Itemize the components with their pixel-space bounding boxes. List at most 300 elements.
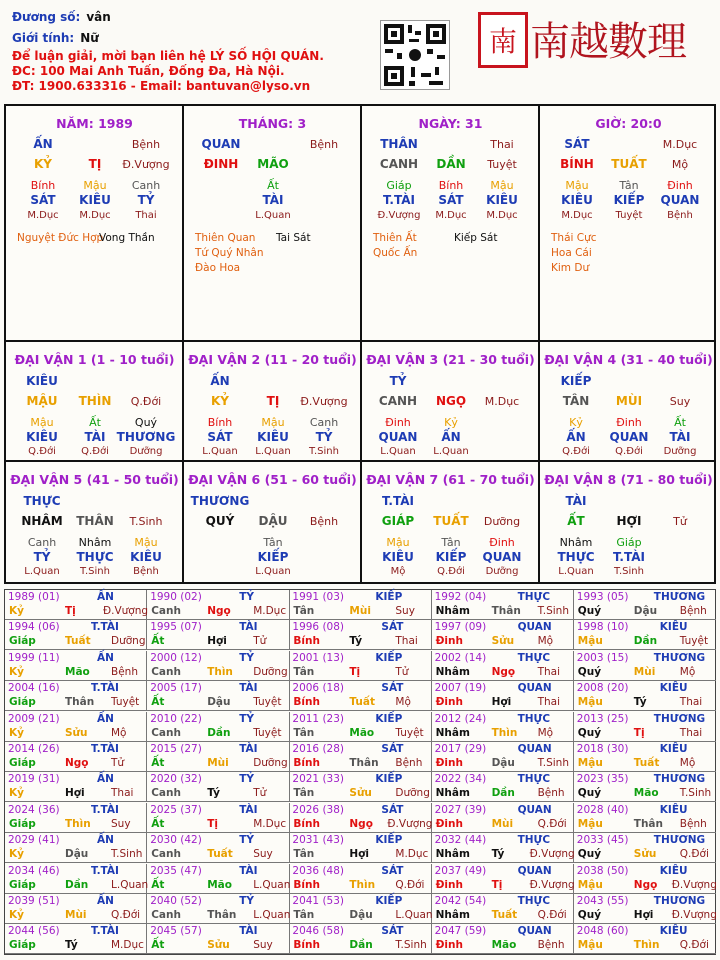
year-stem: Đinh xyxy=(435,696,463,709)
year-stem: Ất xyxy=(151,939,165,952)
year-label: 2019 (31) xyxy=(8,773,60,786)
dai-van-hidden-god: KIẾP xyxy=(257,550,289,564)
dai-van-cell[interactable] xyxy=(362,342,539,460)
year-cell[interactable] xyxy=(5,894,147,924)
special-star: Thái Cực xyxy=(551,232,597,244)
hidden-phase: Bệnh xyxy=(667,210,693,221)
dai-van-hidden-phase: Q.Đới xyxy=(562,446,590,457)
year-branch: Mùi xyxy=(207,757,229,769)
year-branch: Ngọ xyxy=(207,605,231,617)
year-cell[interactable] xyxy=(5,803,147,833)
year-cell[interactable] xyxy=(289,620,431,650)
year-cell[interactable] xyxy=(147,742,289,772)
year-cell[interactable] xyxy=(432,681,574,711)
year-branch: Mùi xyxy=(491,817,514,830)
year-phase: Đ.Vượng xyxy=(387,817,433,830)
year-branch: Thân xyxy=(65,696,95,709)
dai-van-title: ĐẠI VẬN 5 (41 - 50 tuổi) xyxy=(10,472,179,487)
dai-van-title: ĐẠI VẬN 1 (1 - 10 tuổi) xyxy=(14,352,175,367)
year-branch: Hợi xyxy=(65,787,85,800)
year-phase: Tuyệt xyxy=(111,696,140,709)
year-ten-god: SÁT xyxy=(381,743,404,755)
year-stem: Ất xyxy=(151,878,165,891)
year-cell[interactable] xyxy=(432,590,574,620)
year-stem: Giáp xyxy=(9,878,36,891)
year-cell[interactable] xyxy=(432,772,574,802)
header xyxy=(0,0,720,100)
year-ten-god: T.TÀI xyxy=(91,803,119,816)
year-phase: Thai xyxy=(537,665,561,678)
year-stem: Ất xyxy=(151,696,165,709)
special-star: Kim Dư xyxy=(551,262,590,274)
special-star: Vong Thần xyxy=(99,232,155,244)
year-label: 2000 (12) xyxy=(150,651,202,664)
year-stem: Tân xyxy=(293,787,315,800)
year-label: 2031 (43) xyxy=(292,834,345,847)
year-branch: Hợi xyxy=(633,909,654,921)
year-cell[interactable] xyxy=(574,924,716,954)
dai-van-hidden-stem: Kỷ xyxy=(569,416,583,429)
year-phase: Dưỡng xyxy=(111,635,146,648)
year-cell[interactable] xyxy=(574,620,716,650)
dai-van-stem: KỶ xyxy=(211,394,229,408)
year-ten-god: T.TÀI xyxy=(91,621,119,634)
year-stem: Tân xyxy=(293,726,315,739)
year-stem: Đinh xyxy=(435,817,463,830)
year-branch: Thân xyxy=(491,605,521,617)
dai-van-hidden-stem: Nhâm xyxy=(559,536,593,549)
pillar-cell xyxy=(540,106,717,340)
year-cell[interactable] xyxy=(574,681,716,711)
year-ten-god: QUAN xyxy=(517,621,552,634)
year-phase: Q.Đới xyxy=(395,878,425,891)
year-branch: Dần xyxy=(65,878,89,891)
year-stem: Canh xyxy=(151,848,181,861)
ten-god-stem: ẤN xyxy=(33,137,53,151)
hidden-ten-god: T.TÀI xyxy=(383,193,415,207)
year-cell[interactable] xyxy=(289,651,431,681)
year-phase: Tuyệt xyxy=(253,726,282,739)
year-phase: Đ.Vượng xyxy=(671,909,717,921)
year-label: 2030 (42) xyxy=(150,834,202,847)
year-cell[interactable] xyxy=(432,833,574,863)
year-label: 2013 (25) xyxy=(576,712,629,725)
dai-van-hidden-god: KIÊU xyxy=(130,550,162,564)
year-label: 1999 (11) xyxy=(8,651,60,664)
dai-van-hidden-god: TỶ xyxy=(33,550,51,564)
hidden-stem: Bính xyxy=(30,179,56,192)
year-cell[interactable] xyxy=(289,803,431,833)
year-cell[interactable] xyxy=(289,894,431,924)
year-branch: Thìn xyxy=(633,939,660,952)
year-phase: Dưỡng xyxy=(253,757,288,769)
year-cell[interactable] xyxy=(5,772,147,802)
dai-van-branch: MÙI xyxy=(615,394,643,408)
year-cell[interactable] xyxy=(432,924,574,954)
year-cell[interactable] xyxy=(574,833,716,863)
year-cell[interactable] xyxy=(432,864,574,894)
year-cell[interactable] xyxy=(432,620,574,650)
year-ten-god: TỶ xyxy=(239,712,254,725)
year-ten-god: T.TÀI xyxy=(91,682,119,695)
year-label: 2014 (26) xyxy=(8,743,60,755)
year-label: 1989 (01) xyxy=(8,591,60,603)
year-ten-god: TÀI xyxy=(239,864,258,877)
year-branch: Hợi xyxy=(207,635,227,648)
year-cell[interactable] xyxy=(5,924,147,954)
life-phase-label: Thai xyxy=(490,138,514,151)
year-branch: Dậu xyxy=(65,848,89,861)
special-star: Quốc Ấn xyxy=(373,247,418,259)
dai-van-phase: Suy xyxy=(669,395,691,408)
year-cell[interactable] xyxy=(5,864,147,894)
name-label: Đương số: xyxy=(12,10,81,24)
year-stem: Kỷ xyxy=(9,787,24,800)
year-ten-god: SÁT xyxy=(381,682,404,695)
year-phase: Thai xyxy=(679,726,703,739)
year-ten-god: THƯƠNG xyxy=(653,651,706,664)
hidden-stem: Mậu xyxy=(83,179,107,192)
dai-van-hidden-phase: Q.Đới xyxy=(28,446,56,457)
dai-van-hidden-god: TÀI xyxy=(669,430,691,444)
year-cell[interactable] xyxy=(574,864,716,894)
year-branch: Tuất xyxy=(349,696,375,709)
dai-van-ten-god: T.TÀI xyxy=(382,494,414,508)
qr-code[interactable] xyxy=(380,20,450,90)
year-stem: Bính xyxy=(293,939,320,952)
year-label: 2004 (16) xyxy=(8,682,60,695)
year-cell[interactable] xyxy=(147,924,289,954)
dai-van-hidden-phase: L.Quan xyxy=(433,446,469,457)
year-label: 1992 (04) xyxy=(434,591,487,603)
dai-van-hidden-phase: Mộ xyxy=(390,566,406,577)
life-phase-label: Bệnh xyxy=(309,138,339,151)
year-ten-god: SÁT xyxy=(381,621,404,634)
year-stem: Mậu xyxy=(577,757,603,769)
year-branch: Tị xyxy=(207,817,218,830)
dai-van-title: ĐẠI VẬN 6 (51 - 60 tuổi) xyxy=(188,472,357,487)
year-ten-god: T.TÀI xyxy=(91,925,119,938)
year-cell[interactable] xyxy=(147,894,289,924)
year-branch: Mão xyxy=(491,939,517,952)
year-cell[interactable] xyxy=(289,924,431,954)
year-stem: Tân xyxy=(293,848,315,861)
year-phase: T.Sinh xyxy=(679,787,712,800)
year-ten-god: TÀI xyxy=(239,925,258,938)
dai-van-hidden-stem: Đinh xyxy=(385,416,411,429)
year-cell[interactable] xyxy=(574,742,716,772)
year-cell[interactable] xyxy=(289,833,431,863)
year-cell[interactable] xyxy=(147,681,289,711)
year-stem: Bính xyxy=(293,757,320,769)
year-label: 2023 (35) xyxy=(576,773,629,786)
year-cell[interactable] xyxy=(289,864,431,894)
year-stem: Giáp xyxy=(9,817,36,830)
ten-god-stem: THÂN xyxy=(380,137,418,151)
year-ten-god: TỶ xyxy=(239,651,254,664)
year-cell[interactable] xyxy=(574,772,716,802)
year-ten-god: QUAN xyxy=(517,743,552,755)
year-cell[interactable] xyxy=(432,803,574,833)
year-cell[interactable] xyxy=(147,590,289,620)
dai-van-hidden-stem: Kỷ xyxy=(444,416,458,429)
year-phase: Mộ xyxy=(111,726,127,739)
year-label: 2001 (13) xyxy=(292,651,345,664)
dai-van-hidden-stem: Tân xyxy=(263,536,283,549)
year-branch: Mão xyxy=(349,726,375,739)
year-branch: Ngọ xyxy=(349,817,373,830)
hidden-stem: Đinh xyxy=(667,179,693,192)
year-ten-god: THƯƠNG xyxy=(653,712,706,725)
year-phase: Mộ xyxy=(537,726,554,739)
dai-van-cell[interactable] xyxy=(6,342,183,460)
year-branch: Tị xyxy=(633,726,645,739)
year-cell[interactable] xyxy=(5,681,147,711)
year-phase: Thai xyxy=(679,696,703,709)
brand-logo-text: 南越數理 xyxy=(530,19,686,65)
dai-van-hidden-stem: Canh xyxy=(27,536,57,549)
earthly-branch: TỊ xyxy=(88,157,102,171)
dai-van-cell[interactable] xyxy=(540,342,717,460)
hidden-phase: M.Dục xyxy=(79,210,111,221)
year-phase: Mộ xyxy=(679,757,696,769)
dai-van-phase: Dưỡng xyxy=(483,515,521,528)
hidden-ten-god: KIÊU xyxy=(486,193,518,207)
year-stem: Canh xyxy=(151,909,181,921)
year-label: 2025 (37) xyxy=(150,803,202,816)
pillar-cell xyxy=(184,106,361,340)
year-ten-god: QUAN xyxy=(517,925,552,938)
year-label: 2039 (51) xyxy=(8,895,60,907)
year-branch: Tị xyxy=(65,605,76,617)
year-ten-god: KIẾP xyxy=(375,834,403,847)
year-cell[interactable] xyxy=(432,712,574,742)
dai-van-cell[interactable] xyxy=(6,462,183,580)
year-label: 2022 (34) xyxy=(434,773,487,786)
special-star: Thiên Quan xyxy=(195,232,256,244)
special-star: Tứ Quý Nhân xyxy=(195,247,264,259)
year-label: 2017 (29) xyxy=(434,743,487,755)
year-stem: Quý xyxy=(577,605,602,617)
year-cell[interactable] xyxy=(289,772,431,802)
year-cell[interactable] xyxy=(147,803,289,833)
hidden-stem: Giáp xyxy=(386,179,412,192)
hidden-ten-god: TÀI xyxy=(262,193,284,207)
dai-van-cell[interactable] xyxy=(184,342,361,460)
year-branch: Hợi xyxy=(491,696,512,709)
dai-van-hidden-stem: Mậu xyxy=(261,416,285,429)
year-stem: Mậu xyxy=(577,817,603,830)
dai-van-ten-god: TỶ xyxy=(389,374,407,388)
year-cell[interactable] xyxy=(574,590,716,620)
year-phase: Mộ xyxy=(537,635,554,648)
dai-van-hidden-god: KIÊU xyxy=(26,430,58,444)
year-stem: Kỷ xyxy=(9,605,24,617)
year-cell[interactable] xyxy=(5,620,147,650)
dai-van-hidden-stem: Đinh xyxy=(489,536,515,549)
dai-van-cell[interactable] xyxy=(362,462,539,580)
year-ten-god: T.TÀI xyxy=(91,864,119,877)
dai-van-stem: CANH xyxy=(378,394,418,408)
year-cell[interactable] xyxy=(147,651,289,681)
year-cell[interactable] xyxy=(147,772,289,802)
hidden-phase: M.Dục xyxy=(435,210,467,221)
year-branch: Mão xyxy=(207,878,232,891)
year-phase: Thai xyxy=(395,635,418,648)
year-cell[interactable] xyxy=(5,590,147,620)
hidden-ten-god: SÁT xyxy=(438,193,464,207)
year-branch: Mão xyxy=(65,665,90,678)
year-ten-god: KIÊU xyxy=(659,621,688,634)
year-label: 2006 (18) xyxy=(292,682,345,695)
year-phase: Tử xyxy=(395,665,409,678)
year-cell[interactable] xyxy=(147,864,289,894)
year-branch: Sửu xyxy=(207,939,230,952)
year-stem: Bính xyxy=(293,878,320,891)
year-stem: Canh xyxy=(151,665,181,678)
year-stem: Kỷ xyxy=(9,665,24,678)
year-ten-god: THỰC xyxy=(517,895,551,907)
year-label: 2038 (50) xyxy=(576,864,629,877)
year-label: 2026 (38) xyxy=(292,803,345,816)
year-label: 2008 (20) xyxy=(576,682,629,695)
dai-van-ten-god: KIÊU xyxy=(26,374,58,388)
year-stem: Quý xyxy=(577,726,602,739)
year-stem: Nhâm xyxy=(435,787,470,800)
year-phase: T.Sinh xyxy=(111,848,143,861)
year-label: 2011 (23) xyxy=(292,712,345,725)
year-stem: Bính xyxy=(293,817,320,830)
year-stem: Mậu xyxy=(577,878,603,891)
hidden-stem: Canh xyxy=(131,179,161,192)
hidden-phase: M.Dục xyxy=(486,210,518,221)
year-label: 2042 (54) xyxy=(434,895,487,907)
year-ten-god: TỶ xyxy=(239,834,254,847)
year-ten-god: ẤN xyxy=(97,651,114,664)
year-phase: Thai xyxy=(111,787,134,800)
year-branch: Thìn xyxy=(491,726,518,739)
dai-van-cell[interactable] xyxy=(184,462,361,580)
year-branch: Tuất xyxy=(207,848,233,861)
year-phase: Bệnh xyxy=(111,665,138,678)
dai-van-hidden-stem: Canh xyxy=(309,416,339,429)
year-cell[interactable] xyxy=(5,651,147,681)
dai-van-hidden-phase: Q.Đới xyxy=(615,446,643,457)
year-cell[interactable] xyxy=(289,742,431,772)
year-label: 2003 (15) xyxy=(576,651,629,664)
year-stem: Nhâm xyxy=(435,848,470,861)
hidden-ten-god: SÁT xyxy=(30,193,56,207)
hidden-ten-god: KIẾP xyxy=(613,193,645,207)
year-cell[interactable] xyxy=(5,833,147,863)
pillar-title: GIỜ: 20:0 xyxy=(595,116,662,131)
year-phase: M.Dục xyxy=(253,605,287,617)
year-ten-god: SÁT xyxy=(381,803,404,816)
dai-van-cell[interactable] xyxy=(540,462,717,580)
year-branch: Tuất xyxy=(65,635,91,648)
year-cell[interactable] xyxy=(574,803,716,833)
year-phase: Suy xyxy=(253,939,273,952)
year-cell[interactable] xyxy=(289,712,431,742)
year-phase: Q.Đới xyxy=(537,909,567,921)
dai-van-ten-god: TÀI xyxy=(565,494,587,508)
name-line xyxy=(12,10,111,24)
year-phase: Q.Đới xyxy=(537,817,567,830)
year-ten-god: TỶ xyxy=(239,773,254,786)
year-stem: Canh xyxy=(151,605,181,617)
year-ten-god: THỰC xyxy=(517,834,551,847)
year-ten-god: KIẾP xyxy=(375,712,403,725)
year-cell[interactable] xyxy=(5,712,147,742)
ten-god-stem: SÁT xyxy=(564,137,590,151)
year-stem: Đinh xyxy=(435,635,463,648)
pillar-cell xyxy=(6,106,183,340)
dai-van-title: ĐẠI VẬN 4 (31 - 40 tuổi) xyxy=(544,352,713,367)
year-label: 2020 (32) xyxy=(150,773,202,786)
dai-van-hidden-god: THƯƠNG xyxy=(116,430,176,444)
year-phase: L.Quan xyxy=(395,909,433,921)
year-branch: Ngọ xyxy=(491,665,516,678)
year-ten-god: TÀI xyxy=(239,682,258,695)
year-ten-god: TỶ xyxy=(239,895,254,907)
gender-label: Giới tính: xyxy=(12,31,75,45)
dai-van-hidden-stem: Nhâm xyxy=(78,536,112,549)
dai-van-ten-god: ẤN xyxy=(210,374,230,388)
year-ten-god: KIẾP xyxy=(375,895,403,907)
branch-phase: Đ.Vượng xyxy=(122,158,170,171)
year-cell[interactable] xyxy=(432,894,574,924)
year-cell[interactable] xyxy=(574,712,716,742)
year-branch: Dần xyxy=(207,726,231,739)
year-phase: Đ.Vượng xyxy=(671,878,717,891)
dai-van-branch: THÂN xyxy=(76,514,114,528)
year-cell[interactable] xyxy=(574,894,716,924)
year-cell[interactable] xyxy=(289,681,431,711)
year-cell[interactable] xyxy=(147,833,289,863)
year-branch: Tý xyxy=(207,787,220,800)
year-cell[interactable] xyxy=(432,651,574,681)
pillar-title: NĂM: 1989 xyxy=(56,116,133,131)
year-label: 2007 (19) xyxy=(434,682,487,695)
year-cell[interactable] xyxy=(147,712,289,742)
life-phase-label: M.Dục xyxy=(662,138,698,151)
year-label: 2035 (47) xyxy=(150,864,202,877)
dai-van-branch: HỢI xyxy=(616,514,642,528)
year-cell[interactable] xyxy=(574,651,716,681)
year-cell[interactable] xyxy=(289,590,431,620)
year-cell[interactable] xyxy=(147,620,289,650)
year-ten-god: THỰC xyxy=(517,712,551,725)
year-stem: Quý xyxy=(577,909,602,921)
year-label: 1996 (08) xyxy=(292,621,345,634)
year-stem: Ất xyxy=(151,757,165,769)
dai-van-hidden-phase: L.Quan xyxy=(24,566,60,577)
year-stem: Đinh xyxy=(435,878,463,891)
year-branch: Dần xyxy=(349,939,373,952)
year-phase: Thai xyxy=(537,696,561,709)
year-ten-god: QUAN xyxy=(517,864,552,877)
dai-van-hidden-phase: Q.Đới xyxy=(437,566,465,577)
special-star: Kiếp Sát xyxy=(454,232,498,244)
year-cell[interactable] xyxy=(5,742,147,772)
dai-van-hidden-god: QUAN xyxy=(378,430,418,444)
dai-van-hidden-stem: Đinh xyxy=(616,416,642,429)
year-cell[interactable] xyxy=(432,742,574,772)
special-star: Tai Sát xyxy=(276,232,311,244)
hidden-ten-god: KIÊU xyxy=(79,193,111,207)
year-branch: Dậu xyxy=(633,605,658,617)
year-branch: Hợi xyxy=(349,848,369,861)
